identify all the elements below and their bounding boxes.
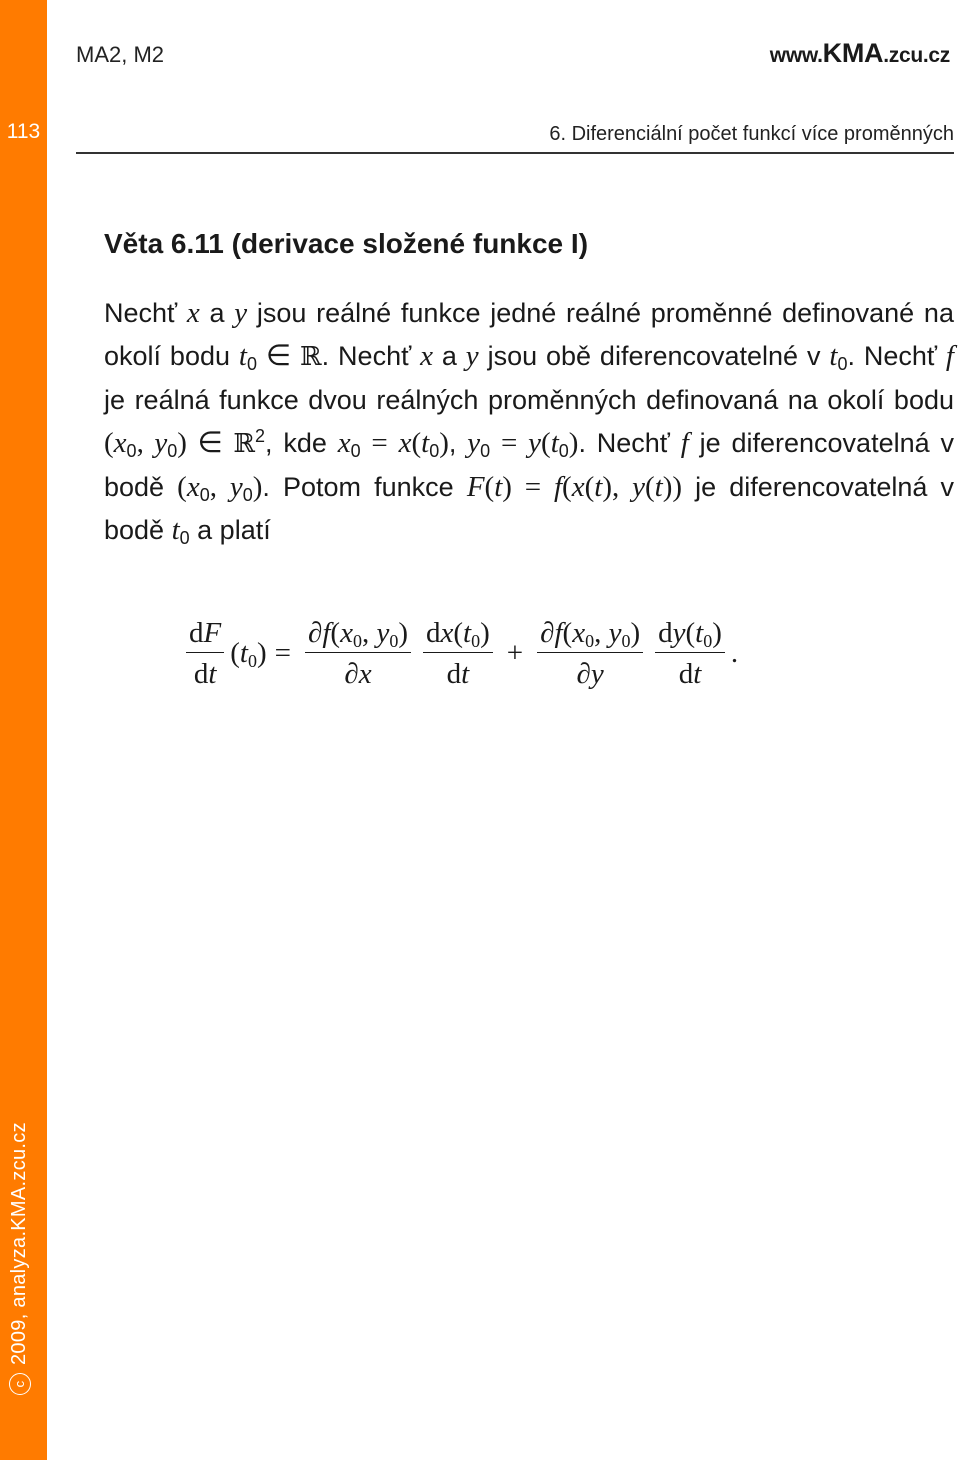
logo-suffix: .zcu.cz: [883, 44, 950, 67]
copyright-notice: [8, 1122, 31, 1395]
sidebar-band: [0, 0, 47, 1460]
copyright-text: 2009, analyza.KMA.zcu.cz: [8, 1122, 30, 1365]
header-rule: [76, 152, 954, 154]
fraction-dy-dt: $\frac{dy(t_0)}{dt}$: [655, 618, 725, 689]
fraction-dF-dt: $\frac{dF}{dt}$: [186, 618, 224, 689]
fraction-df-dy: $\frac{\partial f(x_0, y_0)}{\partial y}$: [537, 618, 643, 689]
section-title: 6. Diferenciální počet funkcí více proměnných: [549, 123, 954, 145]
kma-logo[interactable]: [770, 38, 950, 69]
logo-prefix: www.: [769, 44, 823, 67]
fraction-dx-dt: $\frac{dx(t_0)}{dt}$: [423, 618, 493, 689]
copyright-icon: c: [9, 1373, 31, 1395]
page-number: 113: [6, 120, 41, 143]
fraction-df-dx: $\frac{\partial f(x_0, y_0)}{\partial x}$: [305, 618, 411, 689]
theorem-statement: Nechť x a y jsou reálné funkce jedné reálné proměnné definované na okolí bodu $t_0$ ∈ ℝ. Nechť x a y jsou obě diferencovatelné v $t_0$. Nechť f je reálná funkce dvou reálných proměnných definovaná na okolí bodu ($x_0$, $y_0$) ∈ ℝ$^2$, kde $x_0 = x(t_0)$, $y_0 = y(t_0)$. Nechť f je diferencovatelná v bodě ($x_0$, $y_0$). Potom funkce F(t) = f(x(t), y(t)) je diferencovatelná v bodě $t_0$ a platí: [104, 297, 954, 548]
chain-rule-formula: $\frac{dF}{dt}$ $(t_0)$ = $\frac{\partial f(x_0, y_0)}{\partial x}$ $\frac{dx(t_0)}{dt}$ + $\frac{\partial f(x_0, y_0)}{\partial y}$ $\frac{dy(t_0)}{dt}$ .: [180, 608, 738, 698]
theorem-title: Věta 6.11 (derivace složené funkce I): [104, 228, 589, 259]
logo-main: KMA: [822, 38, 884, 68]
course-label: MA2, M2: [76, 42, 165, 67]
